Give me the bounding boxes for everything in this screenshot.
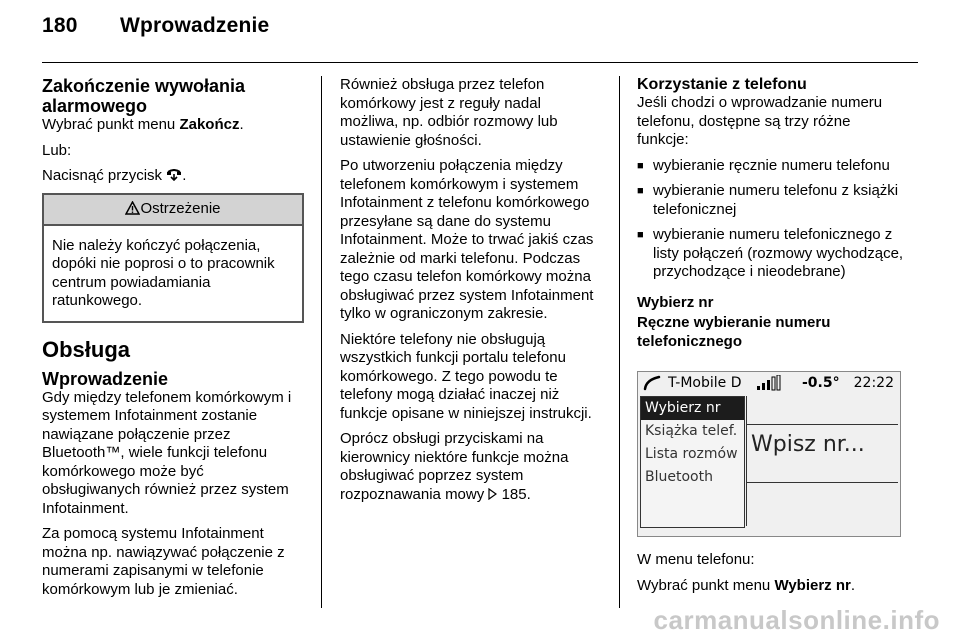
page-title: Wprowadzenie — [120, 14, 270, 37]
display-input-area — [746, 396, 898, 526]
menu-item-ref: Zakończ — [179, 116, 240, 133]
display-temperature: -0.5° — [802, 374, 840, 391]
phone-display-screenshot — [637, 371, 901, 537]
phone-handset-icon — [642, 374, 664, 392]
column-1 — [42, 76, 304, 606]
paragraph: Po utworzeniu połączenia między telefonem komórkowym i systemem Infotainment z telefonu komórkowego przesyłane są dane do systemu Infotainment. Może to trwać jakiś czas zależnie od marki telefonu. Podczas tego czasu telefon komórkowy można obsługiwać przez system Infotainment tylko w ograniczonym zakresie. — [340, 157, 594, 322]
hang-up-icon — [166, 169, 182, 181]
paragraph: Również obsługa przez telefon komórkowy jest z reguły nadal możliwa, np. odbiór rozmowy lub ustawienie głośności. — [340, 76, 558, 149]
display-menu-item-dial[interactable]: Wybierz nr — [641, 397, 744, 420]
main-heading: Obsługa — [42, 336, 131, 362]
display-status-bar — [638, 372, 900, 394]
display-menu-item-call-list[interactable]: Lista rozmów — [645, 446, 738, 462]
paragraph: Niektóre telefony nie obsługują wszystkich funkcji portalu telefonu komórkowego. Z tego powodu te telefony mogą działać inaczej niż funkcje opisane w niniejszej instrukcji. — [340, 330, 592, 422]
bullet-item: ■ wybieranie numeru telefonu z książki telefonicznej — [637, 182, 905, 219]
paragraph: Gdy między telefonem komórkowym i systemem Infotainment zostanie nawiązane połączenie przez Bluetooth™, wiele funkcji telefonu komórkowego może być obsługiwanych również przez system Infotainment. — [42, 388, 292, 517]
paragraph: Jeśli chodzi o wprowadzanie numeru telefonu, dostępne są trzy różne funkcje: — [637, 94, 883, 148]
header-rule — [42, 62, 918, 63]
sub-heading: Wprowadzenie — [42, 368, 169, 389]
bullet-item: ■ wybieranie ręcznie numeru telefonu — [637, 157, 905, 176]
page-number: 180 — [42, 14, 78, 37]
section-heading-emergency-end: Zakończenie wywołania alarmowego — [42, 76, 246, 116]
paragraph: W menu telefonu: — [637, 551, 755, 568]
display-menu-item-bluetooth[interactable]: Bluetooth — [645, 469, 713, 485]
menu-item-ref: Wybierz nr — [774, 576, 851, 594]
paragraph: Nacisnąć przycisk . — [42, 167, 187, 184]
column-3 — [637, 76, 905, 602]
display-divider — [747, 424, 898, 425]
signal-strength-icon — [756, 375, 784, 391]
bullet-item: ■ wybieranie numeru telefonicznego z listy połączeń (rozmowy wychodzące, przychodzące i nieodebrane) — [637, 226, 905, 282]
warning-text: Nie należy kończyć połączenia, dopóki nie poprosi o to pracownik centrum powiadamiania ratunkowego. — [52, 236, 275, 309]
warning-header — [44, 195, 302, 226]
subheading-dial: Wybierz nr — [637, 293, 714, 311]
display-menu-item-phonebook[interactable]: Książka telef. — [645, 423, 738, 439]
warning-triangle-icon — [125, 201, 140, 215]
paragraph: Lub: — [42, 141, 72, 159]
column-divider — [619, 76, 620, 608]
display-divider — [747, 482, 898, 483]
display-time: 22:22 — [853, 374, 894, 391]
paragraph: Za pomocą systemu Infotainment można np. nawiązywać połączenie z numerami zapisanymi w telefonie komórkowym lub je zmieniać. — [42, 525, 285, 598]
page-ref-arrow-icon — [488, 488, 497, 500]
watermark: carmanualsonline.info — [653, 605, 940, 635]
page-reference[interactable]: 185. — [501, 485, 531, 503]
column-2 — [340, 76, 602, 511]
paragraph: Wybrać punkt menu Zakończ. — [42, 116, 244, 133]
display-menu — [640, 396, 745, 528]
page-header — [42, 14, 269, 38]
subheading-manual-dial: Ręczne wybieranie numeru telefonicznego — [637, 314, 831, 350]
paragraph: Wybrać punkt menu Wybierz nr. — [637, 576, 856, 594]
display-provider: T-Mobile D — [668, 374, 742, 391]
column-divider — [321, 76, 322, 608]
warning-box — [42, 193, 304, 323]
section-heading-phone-use: Korzystanie z telefonu — [637, 76, 807, 93]
paragraph: Oprócz obsługi przyciskami na kierownicy niektóre funkcje można obsługiwać poprzez system rozpoznawania mowy 185. — [340, 430, 569, 503]
warning-title: Ostrzeżenie — [140, 199, 221, 217]
display-number-input[interactable]: Wpisz nr... — [751, 432, 865, 457]
